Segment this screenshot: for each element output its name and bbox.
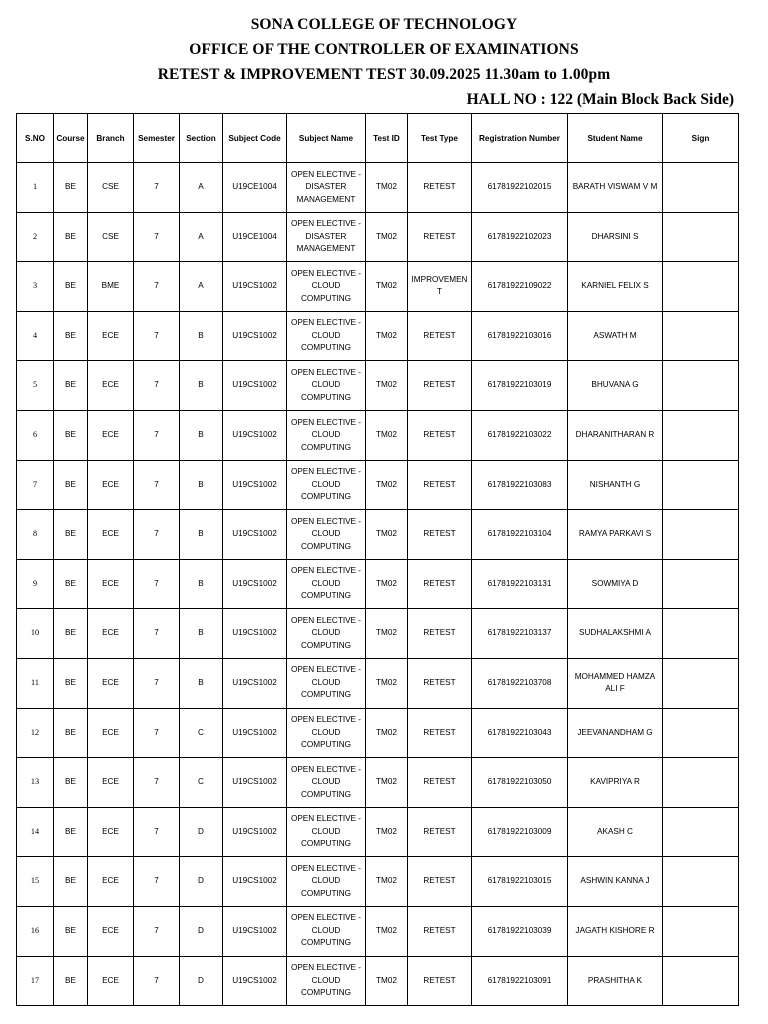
- section-cell: B: [180, 361, 223, 411]
- branch-cell: ECE: [88, 410, 134, 460]
- test-type-cell: RETEST: [408, 956, 472, 1006]
- sign-cell: [663, 311, 739, 361]
- registration-number-cell: 61781922103019: [472, 361, 568, 411]
- sno-cell: 2: [17, 212, 54, 262]
- subject-name-cell: OPEN ELECTIVE - CLOUD COMPUTING: [287, 857, 366, 907]
- sno-cell: 13: [17, 758, 54, 808]
- registration-number-cell: 61781922103015: [472, 857, 568, 907]
- student-name-cell: MOHAMMED HAMZA ALI F: [568, 658, 663, 708]
- branch-cell: ECE: [88, 460, 134, 510]
- registration-number-cell: 61781922103039: [472, 906, 568, 956]
- student-name-cell: BARATH VISWAM V M: [568, 163, 663, 213]
- table-row: [17, 708, 739, 758]
- subject-name-cell: OPEN ELECTIVE - DISASTER MANAGEMENT: [287, 212, 366, 262]
- subject-code-cell: U19CS1002: [223, 956, 287, 1006]
- branch-cell: ECE: [88, 311, 134, 361]
- registration-number-cell: 61781922103104: [472, 510, 568, 560]
- section-cell: B: [180, 460, 223, 510]
- test-type-cell: IMPROVEMEN T: [408, 262, 472, 312]
- semester-cell: 7: [134, 807, 180, 857]
- sign-cell: [663, 163, 739, 213]
- col-header-subject-name: Subject Name: [287, 114, 366, 163]
- sign-cell: [663, 906, 739, 956]
- test-type-cell: RETEST: [408, 708, 472, 758]
- col-header-section: Section: [180, 114, 223, 163]
- subject-code-cell: U19CS1002: [223, 857, 287, 907]
- semester-cell: 7: [134, 311, 180, 361]
- table-row: [17, 609, 739, 659]
- course-cell: BE: [54, 559, 88, 609]
- test-id-cell: TM02: [366, 956, 408, 1006]
- subject-code-cell: U19CS1002: [223, 510, 287, 560]
- header-row: [17, 114, 739, 163]
- subject-code-cell: U19CS1002: [223, 708, 287, 758]
- course-cell: BE: [54, 510, 88, 560]
- section-cell: B: [180, 510, 223, 560]
- student-name-cell: JAGATH KISHORE R: [568, 906, 663, 956]
- test-type-cell: RETEST: [408, 807, 472, 857]
- college-name: SONA COLLEGE OF TECHNOLOGY: [250, 16, 518, 33]
- sno-cell: 10: [17, 609, 54, 659]
- table-row: [17, 163, 739, 213]
- section-cell: B: [180, 311, 223, 361]
- registration-number-cell: 61781922103050: [472, 758, 568, 808]
- test-id-cell: TM02: [366, 410, 408, 460]
- section-cell: D: [180, 906, 223, 956]
- registration-number-cell: 61781922103083: [472, 460, 568, 510]
- sign-cell: [663, 658, 739, 708]
- course-cell: BE: [54, 658, 88, 708]
- table-row: [17, 956, 739, 1006]
- subject-code-cell: U19CS1002: [223, 906, 287, 956]
- table-row: [17, 262, 739, 312]
- test-id-cell: TM02: [366, 758, 408, 808]
- student-name-cell: NISHANTH G: [568, 460, 663, 510]
- semester-cell: 7: [134, 559, 180, 609]
- col-header-sign: Sign: [663, 114, 739, 163]
- test-type-cell: RETEST: [408, 857, 472, 907]
- test-type-cell: RETEST: [408, 460, 472, 510]
- registration-number-cell: 61781922109022: [472, 262, 568, 312]
- branch-cell: ECE: [88, 956, 134, 1006]
- subject-code-cell: U19CS1002: [223, 460, 287, 510]
- col-header-registration-number: Registration Number: [472, 114, 568, 163]
- branch-cell: ECE: [88, 559, 134, 609]
- sign-cell: [663, 212, 739, 262]
- semester-cell: 7: [134, 212, 180, 262]
- col-header-subject-code: Subject Code: [223, 114, 287, 163]
- test-type-cell: RETEST: [408, 212, 472, 262]
- registration-number-cell: 61781922103022: [472, 410, 568, 460]
- sno-cell: 8: [17, 510, 54, 560]
- branch-cell: ECE: [88, 609, 134, 659]
- registration-number-cell: 61781922102023: [472, 212, 568, 262]
- test-id-cell: TM02: [366, 609, 408, 659]
- student-name-cell: DHARSINI S: [568, 212, 663, 262]
- sno-cell: 17: [17, 956, 54, 1006]
- section-cell: A: [180, 212, 223, 262]
- subject-name-cell: OPEN ELECTIVE - CLOUD COMPUTING: [287, 559, 366, 609]
- course-cell: BE: [54, 758, 88, 808]
- test-type-cell: RETEST: [408, 559, 472, 609]
- course-cell: BE: [54, 410, 88, 460]
- table-row: [17, 658, 739, 708]
- student-name-cell: PRASHITHA K: [568, 956, 663, 1006]
- table-row: [17, 460, 739, 510]
- section-cell: B: [180, 658, 223, 708]
- branch-cell: ECE: [88, 906, 134, 956]
- table-row: [17, 361, 739, 411]
- registration-number-cell: 61781922103016: [472, 311, 568, 361]
- subject-code-cell: U19CS1002: [223, 758, 287, 808]
- semester-cell: 7: [134, 956, 180, 1006]
- subject-code-cell: U19CS1002: [223, 410, 287, 460]
- branch-cell: BME: [88, 262, 134, 312]
- semester-cell: 7: [134, 510, 180, 560]
- hall-number: HALL NO : 122 (Main Block Back Side): [466, 91, 734, 108]
- test-id-cell: TM02: [366, 262, 408, 312]
- sign-cell: [663, 510, 739, 560]
- student-name-cell: BHUVANA G: [568, 361, 663, 411]
- student-name-cell: DHARANITHARAN R: [568, 410, 663, 460]
- table-row: [17, 311, 739, 361]
- sno-cell: 7: [17, 460, 54, 510]
- subject-code-cell: U19CE1004: [223, 163, 287, 213]
- test-id-cell: TM02: [366, 460, 408, 510]
- subject-code-cell: U19CS1002: [223, 361, 287, 411]
- subject-name-cell: OPEN ELECTIVE - CLOUD COMPUTING: [287, 708, 366, 758]
- student-name-cell: KARNIEL FELIX S: [568, 262, 663, 312]
- sno-cell: 12: [17, 708, 54, 758]
- subject-code-cell: U19CE1004: [223, 212, 287, 262]
- sno-cell: 16: [17, 906, 54, 956]
- test-type-cell: RETEST: [408, 906, 472, 956]
- registration-number-cell: 61781922103043: [472, 708, 568, 758]
- registration-number-cell: 61781922103708: [472, 658, 568, 708]
- sign-cell: [663, 758, 739, 808]
- branch-cell: CSE: [88, 212, 134, 262]
- subject-name-cell: OPEN ELECTIVE - CLOUD COMPUTING: [287, 361, 366, 411]
- branch-cell: ECE: [88, 361, 134, 411]
- course-cell: BE: [54, 807, 88, 857]
- subject-code-cell: U19CS1002: [223, 559, 287, 609]
- subject-name-cell: OPEN ELECTIVE - CLOUD COMPUTING: [287, 807, 366, 857]
- office-title: OFFICE OF THE CONTROLLER OF EXAMINATIONS: [189, 41, 579, 58]
- sign-cell: [663, 460, 739, 510]
- section-cell: C: [180, 708, 223, 758]
- branch-cell: ECE: [88, 658, 134, 708]
- semester-cell: 7: [134, 658, 180, 708]
- test-type-cell: RETEST: [408, 658, 472, 708]
- table-row: [17, 559, 739, 609]
- test-id-cell: TM02: [366, 163, 408, 213]
- test-id-cell: TM02: [366, 807, 408, 857]
- test-id-cell: TM02: [366, 708, 408, 758]
- registration-number-cell: 61781922103091: [472, 956, 568, 1006]
- registration-number-cell: 61781922103137: [472, 609, 568, 659]
- test-id-cell: TM02: [366, 857, 408, 907]
- sno-cell: 4: [17, 311, 54, 361]
- subject-name-cell: OPEN ELECTIVE - CLOUD COMPUTING: [287, 658, 366, 708]
- subject-name-cell: OPEN ELECTIVE - CLOUD COMPUTING: [287, 609, 366, 659]
- semester-cell: 7: [134, 163, 180, 213]
- branch-cell: ECE: [88, 857, 134, 907]
- semester-cell: 7: [134, 708, 180, 758]
- subject-code-cell: U19CS1002: [223, 807, 287, 857]
- student-name-cell: SUDHALAKSHMI A: [568, 609, 663, 659]
- sno-cell: 3: [17, 262, 54, 312]
- sign-cell: [663, 609, 739, 659]
- table-row: [17, 906, 739, 956]
- table-row: [17, 510, 739, 560]
- subject-name-cell: OPEN ELECTIVE - CLOUD COMPUTING: [287, 956, 366, 1006]
- registration-number-cell: 61781922103131: [472, 559, 568, 609]
- sno-cell: 11: [17, 658, 54, 708]
- branch-cell: ECE: [88, 510, 134, 560]
- section-cell: B: [180, 410, 223, 460]
- table-row: [17, 212, 739, 262]
- subject-code-cell: U19CS1002: [223, 658, 287, 708]
- registration-number-cell: 61781922102015: [472, 163, 568, 213]
- semester-cell: 7: [134, 758, 180, 808]
- test-type-cell: RETEST: [408, 361, 472, 411]
- student-name-cell: ASWATH M: [568, 311, 663, 361]
- section-cell: D: [180, 857, 223, 907]
- test-id-cell: TM02: [366, 658, 408, 708]
- sign-cell: [663, 857, 739, 907]
- test-type-cell: RETEST: [408, 410, 472, 460]
- test-type-cell: RETEST: [408, 163, 472, 213]
- subject-name-cell: OPEN ELECTIVE - CLOUD COMPUTING: [287, 410, 366, 460]
- table-row: [17, 857, 739, 907]
- section-cell: C: [180, 758, 223, 808]
- table-row: [17, 807, 739, 857]
- student-table: [16, 113, 739, 1006]
- test-type-cell: RETEST: [408, 311, 472, 361]
- branch-cell: ECE: [88, 758, 134, 808]
- test-id-cell: TM02: [366, 212, 408, 262]
- course-cell: BE: [54, 311, 88, 361]
- section-cell: D: [180, 807, 223, 857]
- sno-cell: 14: [17, 807, 54, 857]
- student-name-cell: ASHWIN KANNA J: [568, 857, 663, 907]
- course-cell: BE: [54, 212, 88, 262]
- subject-name-cell: OPEN ELECTIVE - CLOUD COMPUTING: [287, 460, 366, 510]
- course-cell: BE: [54, 906, 88, 956]
- section-cell: D: [180, 956, 223, 1006]
- subject-code-cell: U19CS1002: [223, 609, 287, 659]
- subject-code-cell: U19CS1002: [223, 262, 287, 312]
- sign-cell: [663, 708, 739, 758]
- semester-cell: 7: [134, 262, 180, 312]
- col-header-student-name: Student Name: [568, 114, 663, 163]
- sign-cell: [663, 410, 739, 460]
- sign-cell: [663, 262, 739, 312]
- subject-name-cell: OPEN ELECTIVE - CLOUD COMPUTING: [287, 510, 366, 560]
- semester-cell: 7: [134, 361, 180, 411]
- sno-cell: 1: [17, 163, 54, 213]
- student-name-cell: KAVIPRIYA R: [568, 758, 663, 808]
- sign-cell: [663, 956, 739, 1006]
- test-id-cell: TM02: [366, 906, 408, 956]
- section-cell: A: [180, 163, 223, 213]
- subject-name-cell: OPEN ELECTIVE - DISASTER MANAGEMENT: [287, 163, 366, 213]
- semester-cell: 7: [134, 460, 180, 510]
- subject-name-cell: OPEN ELECTIVE - CLOUD COMPUTING: [287, 906, 366, 956]
- course-cell: BE: [54, 361, 88, 411]
- subject-name-cell: OPEN ELECTIVE - CLOUD COMPUTING: [287, 758, 366, 808]
- section-cell: B: [180, 609, 223, 659]
- course-cell: BE: [54, 609, 88, 659]
- branch-cell: ECE: [88, 807, 134, 857]
- test-id-cell: TM02: [366, 559, 408, 609]
- semester-cell: 7: [134, 410, 180, 460]
- exam-title: RETEST & IMPROVEMENT TEST 30.09.2025 11.30am to 1.00pm: [157, 66, 611, 83]
- course-cell: BE: [54, 857, 88, 907]
- sign-cell: [663, 807, 739, 857]
- table-row: [17, 758, 739, 808]
- branch-cell: CSE: [88, 163, 134, 213]
- course-cell: BE: [54, 956, 88, 1006]
- semester-cell: 7: [134, 609, 180, 659]
- col-header-branch: Branch: [88, 114, 134, 163]
- sno-cell: 15: [17, 857, 54, 907]
- course-cell: BE: [54, 262, 88, 312]
- col-header-test-type: Test Type: [408, 114, 472, 163]
- sno-cell: 9: [17, 559, 54, 609]
- test-id-cell: TM02: [366, 311, 408, 361]
- student-name-cell: JEEVANANDHAM G: [568, 708, 663, 758]
- subject-name-cell: OPEN ELECTIVE - CLOUD COMPUTING: [287, 311, 366, 361]
- course-cell: BE: [54, 708, 88, 758]
- course-cell: BE: [54, 460, 88, 510]
- registration-number-cell: 61781922103009: [472, 807, 568, 857]
- sno-cell: 6: [17, 410, 54, 460]
- table-row: [17, 410, 739, 460]
- section-cell: B: [180, 559, 223, 609]
- subject-code-cell: U19CS1002: [223, 311, 287, 361]
- test-id-cell: TM02: [366, 510, 408, 560]
- sno-cell: 5: [17, 361, 54, 411]
- subject-name-cell: OPEN ELECTIVE - CLOUD COMPUTING: [287, 262, 366, 312]
- branch-cell: ECE: [88, 708, 134, 758]
- test-type-cell: RETEST: [408, 510, 472, 560]
- sign-cell: [663, 559, 739, 609]
- col-header-course: Course: [54, 114, 88, 163]
- test-id-cell: TM02: [366, 361, 408, 411]
- student-name-cell: SOWMIYA D: [568, 559, 663, 609]
- semester-cell: 7: [134, 857, 180, 907]
- semester-cell: 7: [134, 906, 180, 956]
- student-name-cell: AKASH C: [568, 807, 663, 857]
- col-header-sno: S.NO: [17, 114, 54, 163]
- col-header-test-id: Test ID: [366, 114, 408, 163]
- section-cell: A: [180, 262, 223, 312]
- col-header-semester: Semester: [134, 114, 180, 163]
- sign-cell: [663, 361, 739, 411]
- test-type-cell: RETEST: [408, 758, 472, 808]
- student-name-cell: RAMYA PARKAVI S: [568, 510, 663, 560]
- test-type-cell: RETEST: [408, 609, 472, 659]
- course-cell: BE: [54, 163, 88, 213]
